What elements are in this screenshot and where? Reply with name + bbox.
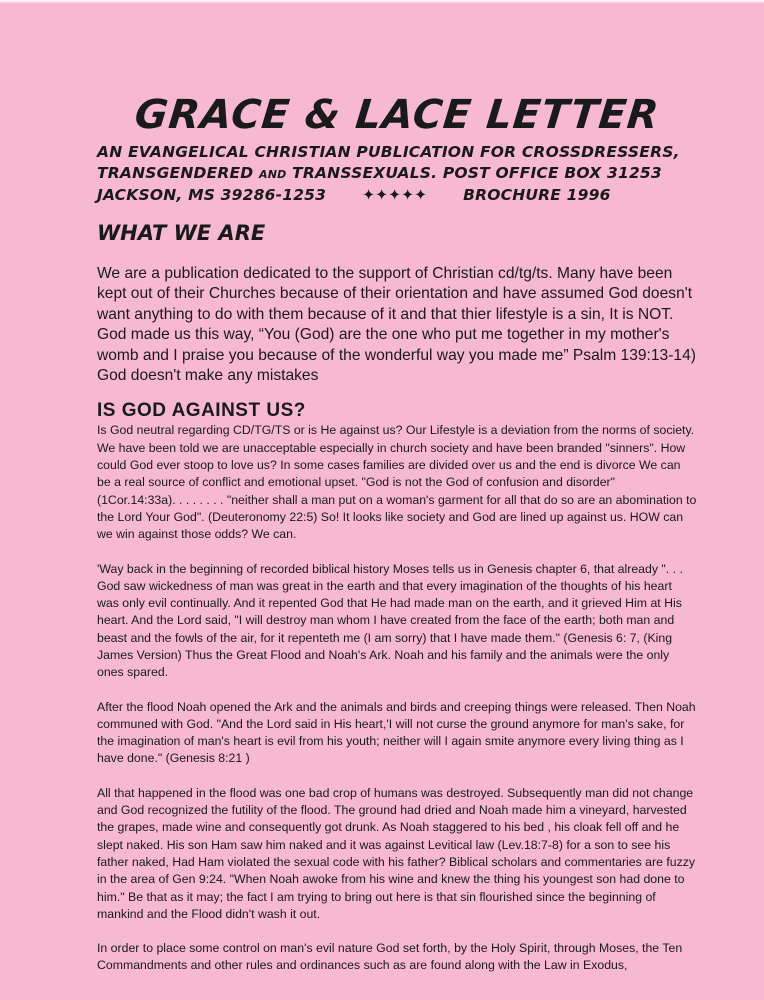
what-we-are-text: We are a publication dedicated to the support of Christian cd/tg/ts. Many have been kept out of their Churches because of their orientation and have assumed God doesn't want anything to do with them because of it and that thier lifestyle is a sin, It is NOT. God made us this way, “You (God) are the one who put me together in my mother's womb and I praise you because of the wonderful way you made me” Psalm 139:13-14) God doesn't make any mistakes [97, 265, 696, 385]
masthead-subtitle [97, 142, 687, 206]
section-heading-is-god-against-us: IS GOD AGAINST US? [97, 400, 306, 422]
subtitle-line-2: TRANSGENDERED AND TRANSSEXUALS. POST OFFICE BOX 31253 [97, 164, 662, 182]
document-page [97, 90, 697, 992]
subtitle-line-1: AN EVANGELICAL CHRISTIAN PUBLICATION FOR CROSSDRESSERS, [97, 143, 680, 161]
body-paragraph: After the flood Noah opened the Ark and the animals and birds and creeping things were released. Then Noah communed with God. "And the Lord said in His heart,'I will not curse the ground anymore for man's sake, for the imagination of man's heart is evil from his youth; neither will I again smite anymore every living thing as I have done." (Genesis 8:21 ) [97, 699, 696, 766]
body-paragraph: 'Way back in the beginning of recorded biblical history Moses tells us in Genesis chapter 6, that already ". . . God saw wickedness of man was great in the earth and that every imagination of the thoughts of his heart was only evil continually. And it repented God that He had made man on the earth, and it grieved Him at His heart. And the Lord said, "I will destroy man whom I have created from the face of the earth; both man and beast and the fowls of the air, for it repenteth me (I am sorry) that I have made them." (Genesis 6: 7, (King James Version) Thus the Great Flood and Noah's Ark. Noah and his family and the animals were the only ones spared. [97, 561, 683, 680]
page-top-edge [0, 0, 764, 4]
section-heading-what-we-are: WHAT WE ARE [97, 221, 266, 245]
masthead-title: GRACE & LACE LETTER [132, 92, 662, 138]
body-paragraph: All that happened in the flood was one bad crop of humans was destroyed. Subsequently man did not change and God recognized the futility of the flood. The ground had dried and Noah made him a vineyard, harvested the grapes, made wine and consequently got drunk. As Noah staggered to his bed , his cloak fell off and he slept naked. His son Ham saw him naked and it was against Levitical law (Lev.18:7-8) for a son to see his father naked, Had Ham violated the sexual code with his father? Biblical scholars and commentaries are fuzzy in the area of Gen 9:24. "When Noah awoke from his wine and knew the thing his youngest son had done to him." Be that as it may; the fact I am trying to bring out here is that sin flourished since the beginning of mankind and the Flood didn't wash it out. [97, 785, 696, 921]
edition-label: BROCHURE 1996 [463, 186, 611, 204]
diamond-ornament-icon: ✦✦✦✦✦ [362, 186, 428, 204]
address: JACKSON, MS 39286-1253 [97, 186, 327, 204]
body-paragraph: In order to place some control on man's evil nature God set forth, by the Holy Spirit, through Moses, the Ten Commandments and other rules and ordinances such as are found along with the Law in Exodus, [97, 941, 683, 973]
body-paragraph: Is God neutral regarding CD/TG/TS or is He against us? Our Lifestyle is a deviation from the norms of society. We have been told we are unacceptable especially in church society and have been branded "sinners". How could God ever stoop to love us? In some cases families are divided over us and the end is divorce We can be a real source of conflict and emotional upset. "God is not the God of confusion and disorder" (1Cor.14:33a). . . . . . . . "neither shall a man put on a woman's garment for all that do so are an abomination to the Lord Your God". (Deuteronomy 22:5) So! It looks like society and God are lined up against us. HOW can we win against those odds? We can. [97, 423, 697, 542]
subtitle-line-3 [97, 185, 687, 206]
